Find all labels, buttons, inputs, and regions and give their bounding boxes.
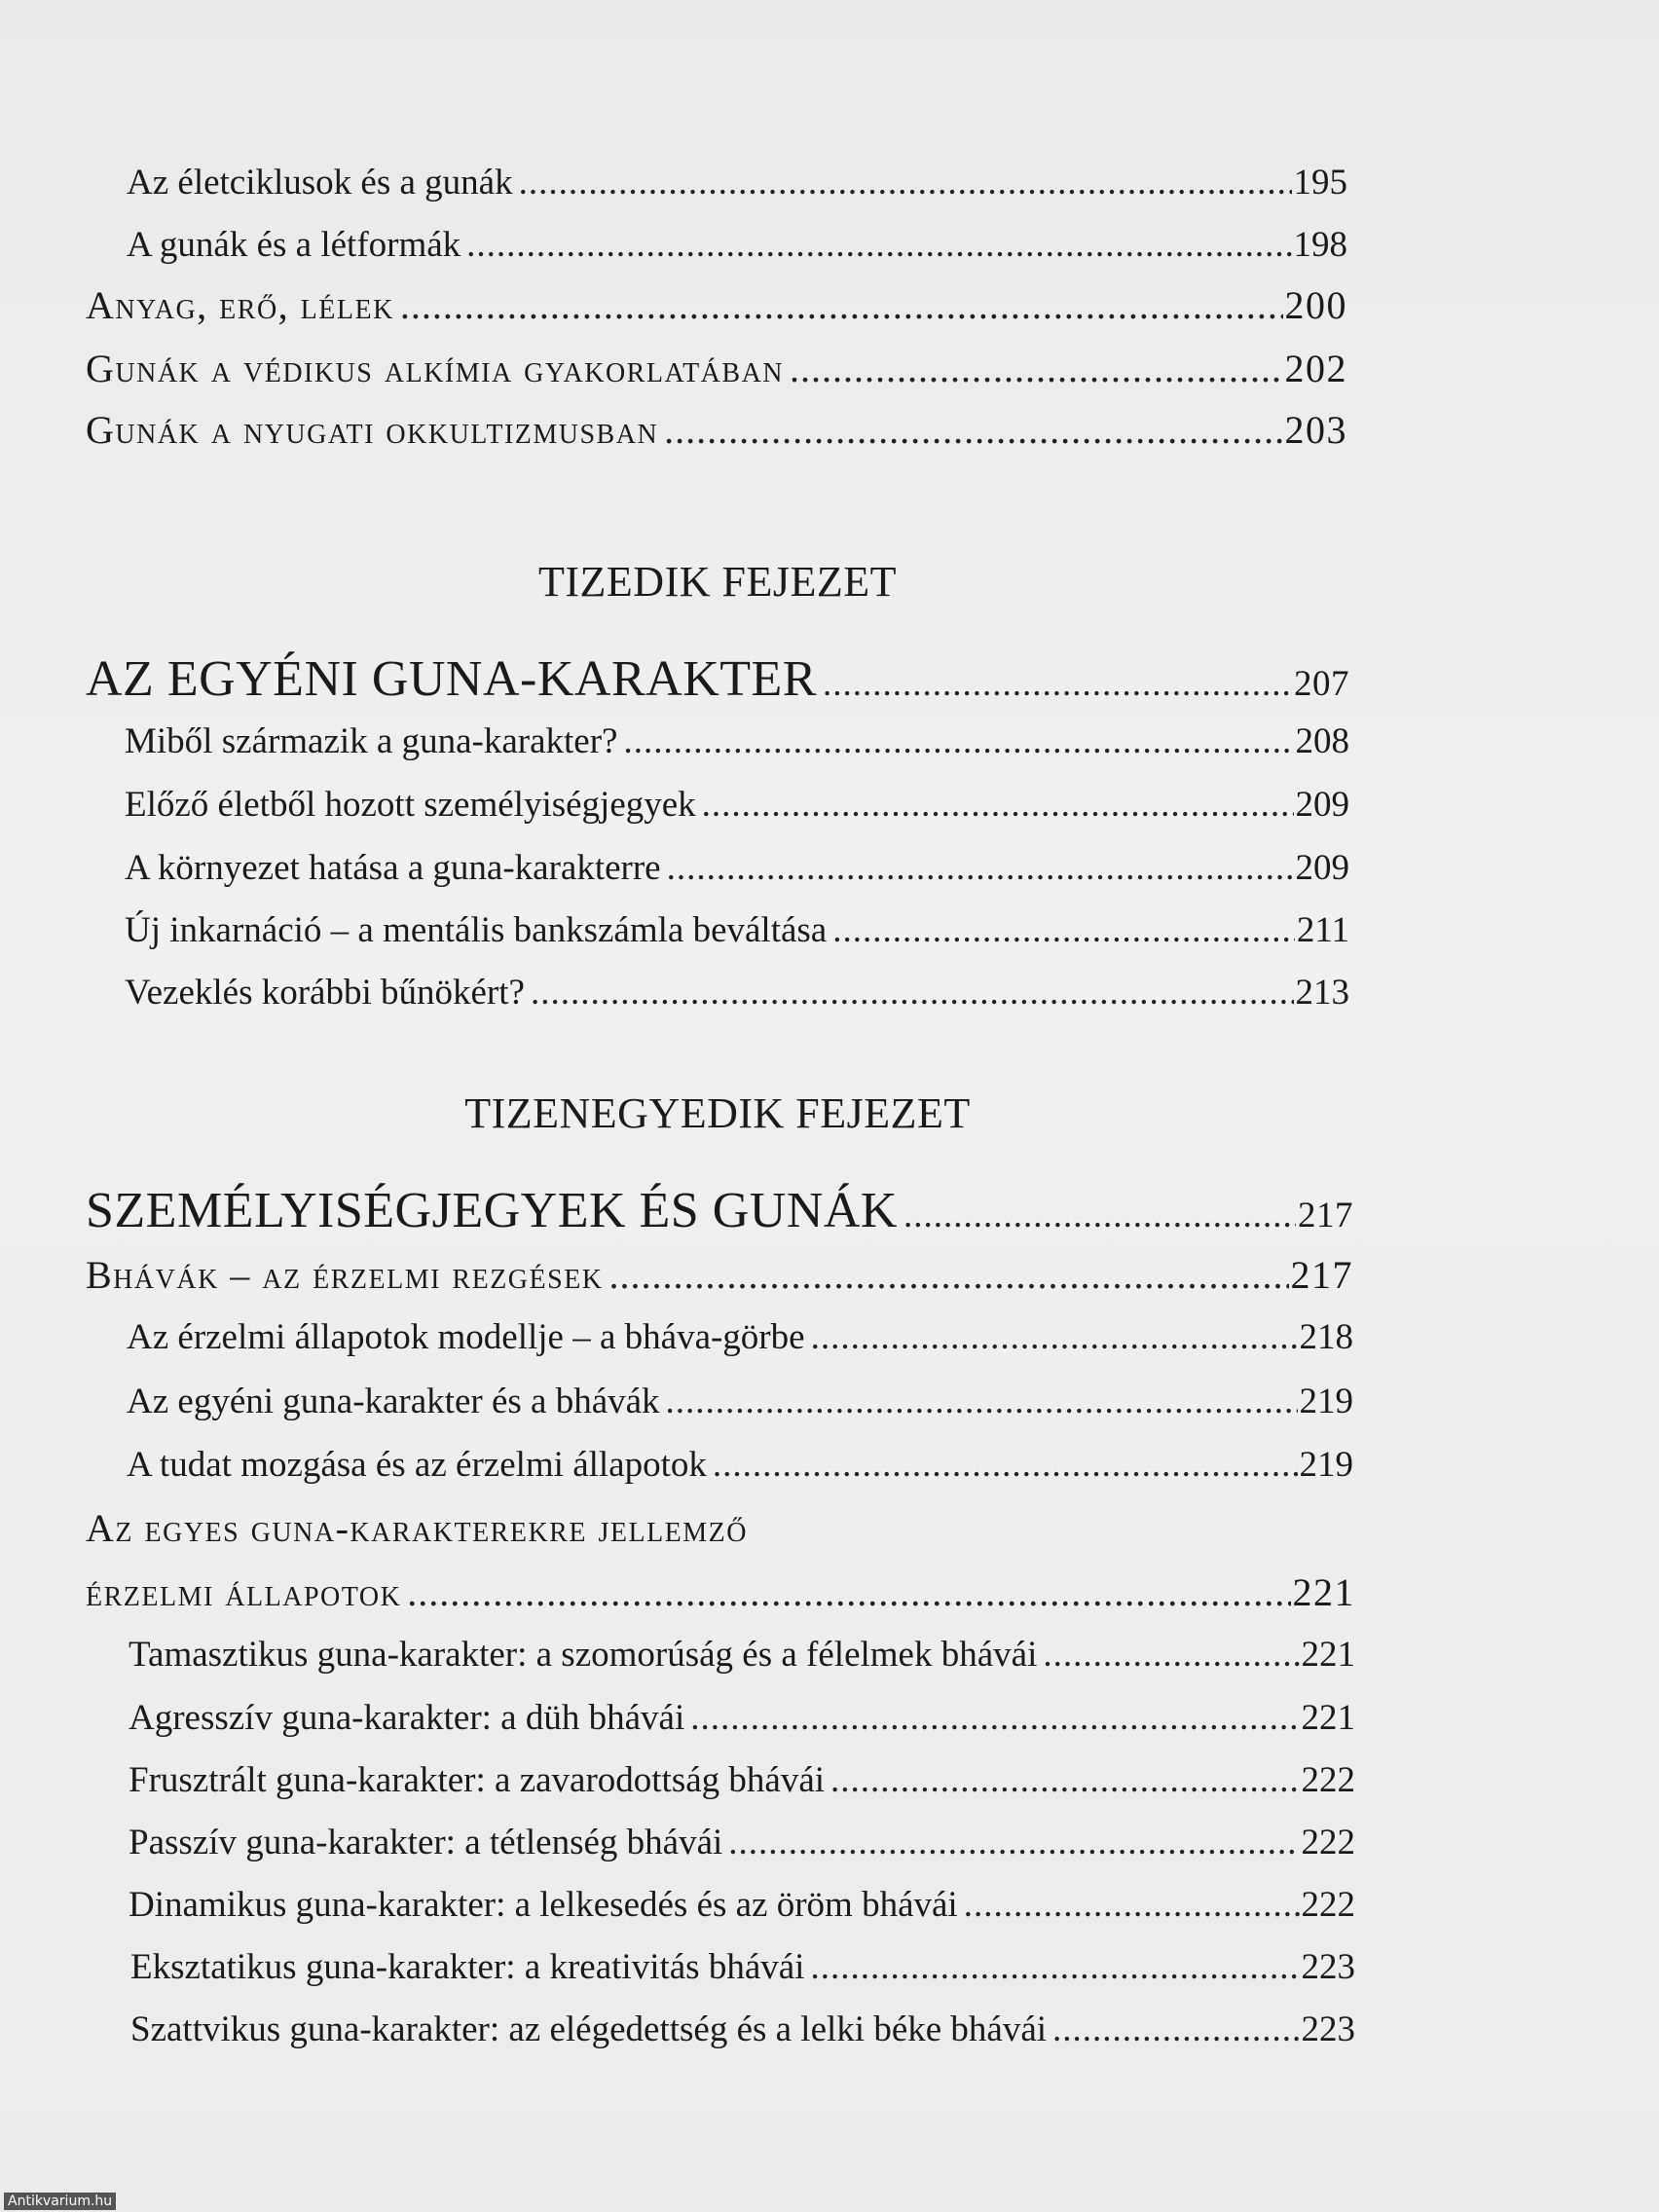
dot-leader bbox=[903, 1195, 1296, 1236]
dot-leader bbox=[1043, 1634, 1299, 1676]
toc-section-label: Anyag, erő, lélek bbox=[86, 283, 394, 327]
toc-page-number: 198 bbox=[1293, 225, 1347, 265]
toc-page-number: 222 bbox=[1301, 1885, 1355, 1925]
toc-page-number: 221 bbox=[1301, 1635, 1355, 1675]
toc-page-number: 221 bbox=[1292, 1570, 1355, 1614]
toc-entry-label: Új inkarnáció – a mentális bankszámla beváltása bbox=[125, 910, 828, 950]
toc-entry[interactable] bbox=[127, 1444, 1353, 1486]
dot-leader bbox=[790, 346, 1282, 391]
toc-entry[interactable] bbox=[125, 720, 1349, 762]
toc-entry-label: Frusztrált guna-karakter: a zavarodottság bhávái bbox=[129, 1760, 826, 1800]
toc-page-number: 222 bbox=[1301, 1823, 1355, 1862]
toc-entry[interactable] bbox=[129, 1634, 1355, 1676]
toc-entry[interactable] bbox=[129, 1759, 1355, 1801]
toc-page-number: 223 bbox=[1301, 2009, 1355, 2049]
toc-entry-label: Szattvikus guna-karakter: az elégedettség és a lelki béke bhávái bbox=[130, 2009, 1048, 2049]
toc-entry-label: A tudat mozgása és az érzelmi állapotok bbox=[127, 1445, 707, 1485]
dot-leader bbox=[728, 1822, 1299, 1863]
toc-page-number: 211 bbox=[1296, 910, 1349, 950]
toc-page-number: 217 bbox=[1298, 1196, 1353, 1235]
toc-page-number: 207 bbox=[1294, 664, 1349, 704]
toc-entry-label: A gunák és a létformák bbox=[127, 225, 461, 265]
dot-leader bbox=[623, 720, 1293, 762]
toc-entry-label: Vezeklés korábbi bűnökért? bbox=[125, 973, 525, 1013]
toc-entry[interactable] bbox=[129, 1884, 1355, 1926]
watermark: Antikvarium.hu bbox=[4, 2193, 116, 2210]
toc-entry[interactable] bbox=[127, 1316, 1353, 1358]
toc-entry-label: Dinamikus guna-karakter: a lelkesedés és az öröm bhávái bbox=[129, 1885, 958, 1925]
toc-section[interactable] bbox=[86, 346, 1347, 391]
toc-page-number: 218 bbox=[1299, 1317, 1353, 1357]
toc-page-number: 208 bbox=[1295, 721, 1349, 761]
toc-page-number: 213 bbox=[1295, 973, 1349, 1013]
toc-entry[interactable] bbox=[125, 909, 1349, 951]
toc-section-label: Az egyes guna-karakterekre jellemző bbox=[86, 1506, 748, 1550]
toc-section-label: Bhávák – az érzelmi rezgések bbox=[86, 1253, 604, 1297]
toc-section[interactable] bbox=[86, 1252, 1353, 1298]
toc-entry-label: Miből származik a guna-karakter? bbox=[125, 721, 618, 761]
chapter-title-entry[interactable] bbox=[86, 650, 1349, 708]
toc-entry-label: Agresszív guna-karakter: a düh bhávái bbox=[129, 1698, 685, 1738]
toc-entry-label: Az egyéni guna-karakter és a bhávák bbox=[127, 1382, 660, 1421]
toc-entry[interactable] bbox=[125, 847, 1349, 889]
toc-entry[interactable] bbox=[129, 1697, 1355, 1739]
dot-leader bbox=[832, 909, 1295, 951]
chapter-title: AZ EGYÉNI GUNA-KARAKTER bbox=[86, 651, 817, 707]
dot-leader bbox=[531, 972, 1294, 1014]
dot-leader bbox=[407, 1569, 1290, 1615]
toc-page-number: 203 bbox=[1284, 408, 1347, 452]
toc-entry-label: Az életciklusok és a gunák bbox=[127, 163, 513, 203]
toc-entry[interactable] bbox=[125, 972, 1349, 1014]
dot-leader bbox=[667, 847, 1294, 889]
toc-entry[interactable] bbox=[130, 2009, 1355, 2050]
toc-page-number: 222 bbox=[1301, 1760, 1355, 1800]
toc-entry-label: Passzív guna-karakter: a tétlenség bhávái bbox=[129, 1823, 723, 1862]
chapter-heading: TIZENEGYEDIK FEJEZET bbox=[464, 1089, 971, 1137]
dot-leader bbox=[1052, 2009, 1299, 2050]
dot-leader bbox=[400, 282, 1283, 328]
toc-entry-label: Az érzelmi állapotok modellje – a bháva-görbe bbox=[127, 1317, 805, 1357]
toc-section-label: Gunák a nyugati okkultizmusban bbox=[86, 408, 659, 452]
toc-page-number: 209 bbox=[1295, 785, 1349, 825]
toc-page-number: 209 bbox=[1295, 848, 1349, 888]
toc-page-number: 223 bbox=[1301, 1947, 1355, 1987]
chapter-title-entry[interactable] bbox=[86, 1182, 1353, 1239]
dot-leader bbox=[823, 663, 1292, 705]
dot-leader bbox=[666, 1381, 1298, 1422]
dot-leader bbox=[964, 1884, 1300, 1926]
toc-entry-label: Előző életből hozott személyiségjegyek bbox=[125, 785, 696, 825]
toc-page-number: 195 bbox=[1293, 163, 1347, 203]
toc-entry-label: Tamasztikus guna-karakter: a szomorúság és a félelmek bhávái bbox=[129, 1635, 1038, 1675]
toc-page-number: 219 bbox=[1299, 1445, 1353, 1485]
toc-page-number: 200 bbox=[1284, 283, 1347, 327]
toc-page-number: 221 bbox=[1301, 1698, 1355, 1738]
toc-entry-label: Eksztatikus guna-karakter: a kreativitás bhávái bbox=[130, 1947, 805, 1987]
dot-leader bbox=[519, 162, 1292, 203]
toc-entry[interactable] bbox=[127, 224, 1347, 266]
dot-leader bbox=[830, 1759, 1299, 1801]
dot-leader bbox=[664, 407, 1282, 453]
toc-entry[interactable] bbox=[129, 1822, 1355, 1863]
dot-leader bbox=[811, 1316, 1298, 1358]
toc-entry[interactable] bbox=[127, 162, 1347, 203]
toc-page-number: 219 bbox=[1299, 1382, 1353, 1421]
dot-leader bbox=[609, 1252, 1289, 1298]
toc-section-line[interactable] bbox=[86, 1505, 1353, 1551]
toc-entry[interactable] bbox=[130, 1946, 1355, 1988]
dot-leader bbox=[810, 1946, 1299, 1988]
toc-section[interactable] bbox=[86, 1569, 1355, 1615]
dot-leader bbox=[713, 1444, 1298, 1486]
toc-entry-label: A környezet hatása a guna-karakterre bbox=[125, 848, 661, 888]
toc-section[interactable] bbox=[86, 282, 1347, 328]
chapter-heading: TIZEDIK FEJEZET bbox=[538, 558, 897, 606]
dot-leader bbox=[690, 1697, 1299, 1739]
toc-section-label: érzelmi állapotok bbox=[86, 1570, 402, 1614]
toc-entry[interactable] bbox=[127, 1381, 1353, 1422]
toc-section-label: Gunák a védikus alkímia gyakorlatában bbox=[86, 347, 785, 390]
dot-leader bbox=[702, 784, 1294, 826]
toc-section[interactable] bbox=[86, 407, 1347, 453]
toc-entry[interactable] bbox=[125, 784, 1349, 826]
dot-leader bbox=[466, 224, 1291, 266]
toc-page-number: 217 bbox=[1290, 1253, 1353, 1297]
toc-page-number: 202 bbox=[1284, 347, 1347, 390]
chapter-title: SZEMÉLYISÉGJEGYEK ÉS GUNÁK bbox=[86, 1183, 898, 1238]
